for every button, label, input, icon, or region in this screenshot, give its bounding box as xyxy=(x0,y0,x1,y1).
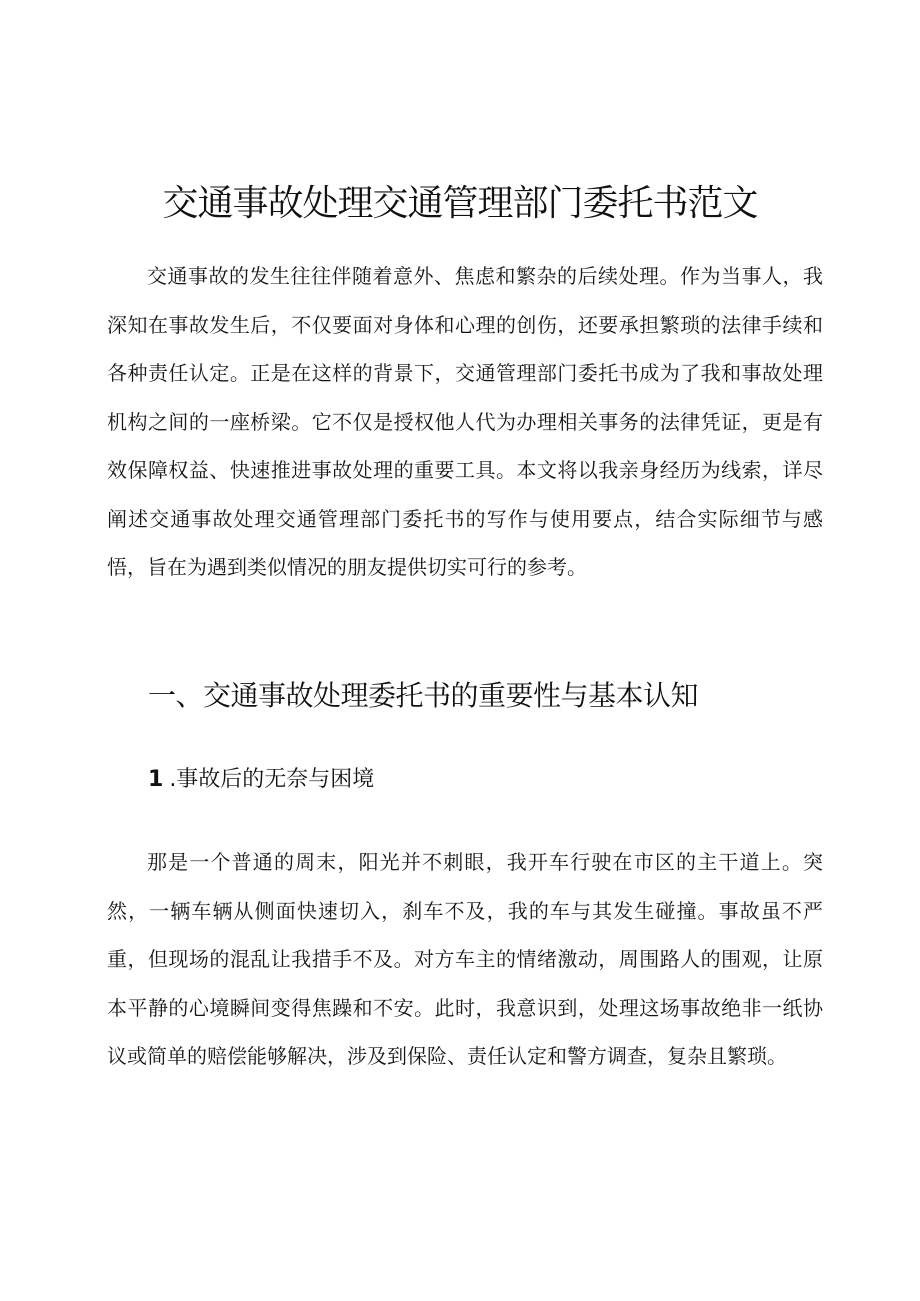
body-paragraph: 那是一个普通的周末，阳光并不刺眼，我开车行驶在市区的主干道上。突然，一辆车辆从侧面快速切入，刹车不及，我的车与其发生碰撞。事故虽不严重，但现场的混乱让我措手不及。对方车主的情绪激动，周围路人的围观，让原本平静的心境瞬间变得焦躁和不安。此时，我意识到，处理这场事故绝非一纸协议或简单的赔偿能够解决，涉及到保险、责任认定和警方调查，复杂且繁琐。 xyxy=(107,850,823,1068)
subsection-title: .事故后的无奈与困境 xyxy=(169,767,375,792)
document-title: 交通事故处理交通管理部门委托书范文 xyxy=(162,183,758,224)
intro-paragraph: 交通事故的发生往往伴随着意外、焦虑和繁杂的后续处理。作为当事人，我深知在事故发生后，不仅要面对身体和心理的创伤，还要承担繁琐的法律手续和各种责任认定。正是在这样的背景下，交通管理部门委托书成为了我和事故处理机构之间的一座桥梁。它不仅是授权他人代为办理相关事务的法律凭证，更是有效保障权益、快速推进事故处理的重要工具。本文将以我亲身经历为线索，详尽阐述交通事故处理交通管理部门委托书的写作与使用要点，结合实际细节与感悟，旨在为遇到类似情况的朋友提供切实可行的参考。 xyxy=(107,264,823,579)
subsection-heading xyxy=(148,762,374,798)
section-heading: 一、交通事故处理委托书的重要性与基本认知 xyxy=(148,679,699,712)
subsection-number: 1 xyxy=(148,767,164,792)
